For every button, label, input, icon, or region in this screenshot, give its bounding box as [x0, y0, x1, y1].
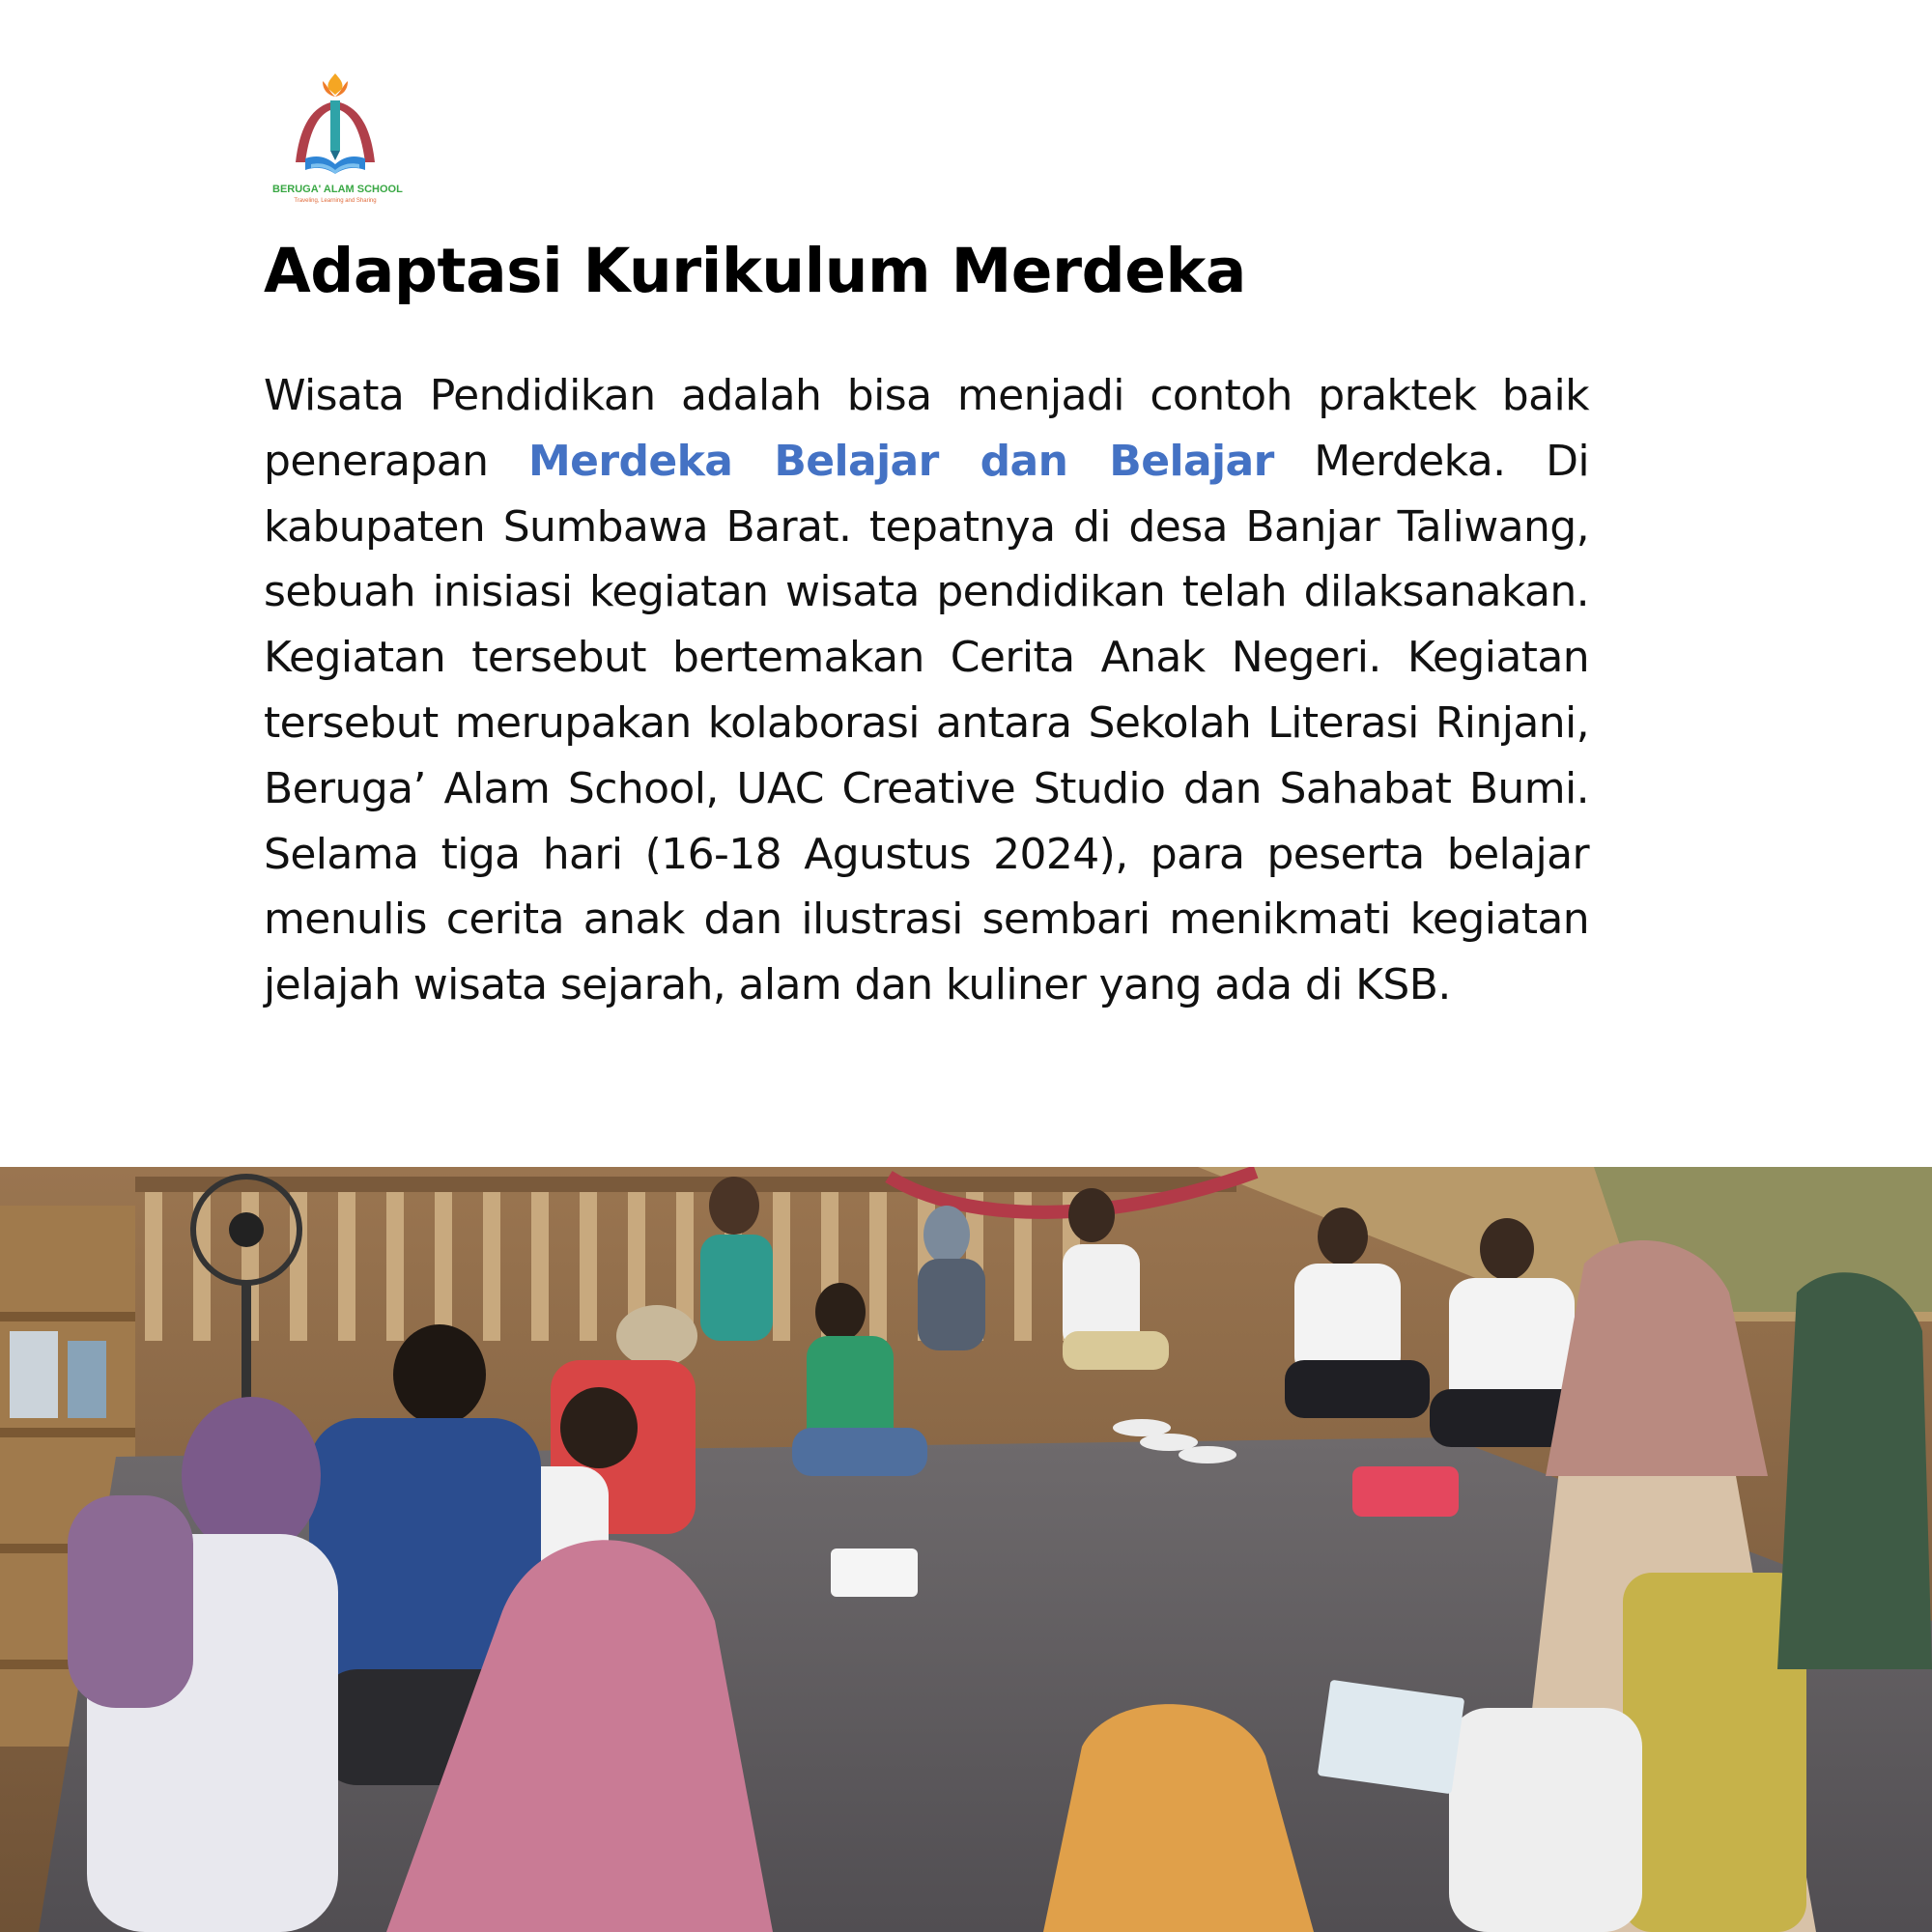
photo-illustration: [0, 1167, 1932, 1932]
logo-tagline: Traveling, Learning and Sharing: [294, 198, 377, 204]
article-paragraph: [264, 363, 1589, 1018]
logo-emblem-icon: [272, 70, 398, 184]
paragraph-end-text: Merdeka. Di kabupaten Sumbawa Barat. tepatnya di desa Banjar Taliwang, sebuah inisiasi kegiatan wisata pendidikan telah dilaksanakan. Kegiatan tersebut bertemakan Cerita Anak Negeri. Kegiatan tersebut merupakan kolaborasi antara Sekolah Literasi Rinjani, Beruga’ Alam School, UAC Creative Studio dan Sahabat Bumi. Selama tiga hari (16-18 Agustus 2024), para peserta belajar menulis cerita anak dan ilustrasi sembari menikmati kegiatan jelajah wisata sejarah, alam dan kuliner yang ada di KSB.: [264, 436, 1589, 1010]
school-logo: [272, 70, 403, 214]
group-activity-photo: [0, 1167, 1932, 1932]
highlighted-phrase: Merdeka Belajar dan Belajar: [527, 436, 1274, 486]
article-title: Adaptasi Kurikulum Merdeka: [264, 236, 1246, 306]
paragraph-start-text: Wisata Pendidikan adalah bisa menjadi contoh praktek baik penerapan: [264, 371, 1589, 486]
logo-school-name: BERUGA' ALAM SCHOOL: [272, 184, 403, 195]
